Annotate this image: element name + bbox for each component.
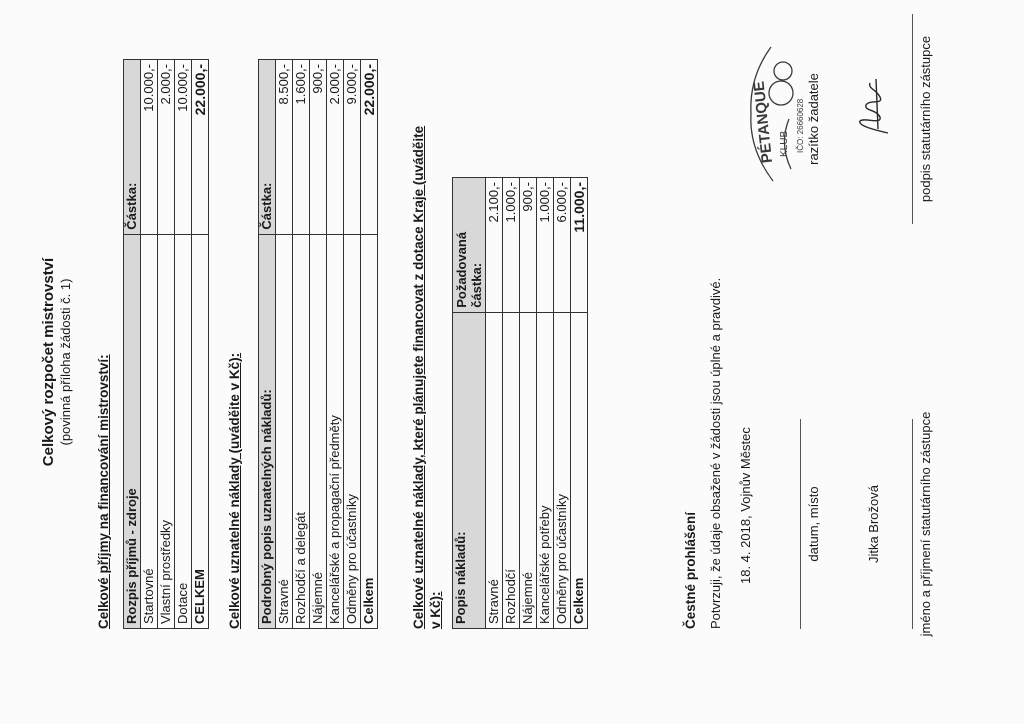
row-amount: 900,- [310,60,327,235]
row-amount: 1.600,- [293,60,310,235]
table-row [503,178,520,629]
row-amount: 1.000,- [503,178,520,313]
table-row [554,178,571,629]
row-amount: 2.000,- [327,60,344,235]
table-row [141,60,158,629]
total-amount: 22.000,- [361,60,378,235]
row-label: Vlastní prostředky [158,234,175,628]
income-table [123,59,209,629]
grant-heading-line1: Celkové uznatelné náklady, které plánujete financovat z dotace Kraje (uváděite [411,125,426,629]
table-row [344,60,361,629]
row-label: Stravné [276,234,293,628]
signature-graphic [850,69,898,139]
row-amount: 10.000,- [141,60,158,235]
table-row [310,60,327,629]
row-label: Odměny pro účastníky [554,312,571,628]
stamp [745,39,812,189]
date-place-caption: datum, místo [806,486,821,562]
row-label: Rozhodčí [503,312,520,628]
income-total-row [192,60,209,629]
row-label: Kancelářské potřeby [537,312,554,628]
costs-col-desc: Podrobný popis uznatelných nákladů: [259,234,276,628]
page-subtitle: (povinná příloha žádosti č. 1) [58,278,73,446]
stamp-caption: razítko žadatele [806,73,821,165]
grant-table [452,177,588,629]
row-label: Nájemné [520,312,537,628]
grant-heading [410,126,444,629]
table-row [175,60,192,629]
grant-col-desc: Popis nákladů: [453,312,486,628]
table-row [276,60,293,629]
total-label: Celkem [571,312,588,628]
income-col-desc: Rozpis příjmů - zdroje [124,234,141,628]
table-row [327,60,344,629]
table-row [520,178,537,629]
row-amount: 2.000,- [158,60,175,235]
row-label: Odměny pro účastníky [344,234,361,628]
row-amount: 6.000,- [554,178,571,313]
total-label: CELKEM [192,234,209,628]
declaration-title: Čestné prohlášení [683,511,698,629]
table-row [486,178,503,629]
costs-total-row [361,60,378,629]
total-label: Celkem [361,234,378,628]
grant-col-amount-line1: Požadovaná [454,231,469,308]
stamp-graphic [745,39,807,189]
costs-heading: Celkové uznatelné náklady (uváděite v Kč): [227,352,242,629]
grant-table-header [453,178,486,629]
table-row [158,60,175,629]
declaration-text: Potvrzuji, že údaje obsažené v žádosti jsou úplné a pravdivé. [708,277,723,629]
name-caption: jméno a příjmení statutárního zástupce [918,411,933,637]
signature-caption: podpis statutárního zástupce [918,35,933,203]
total-amount: 22.000,- [192,60,209,235]
row-label: Stravné [486,312,503,628]
row-label: Startovné [141,234,158,628]
stamp-ico: IČO: 26660628 [796,98,805,153]
signature [850,69,903,139]
grant-col-amount-line2: částka: [469,262,484,308]
stamp-text-top: PÉTANQUE [750,80,777,164]
stamp-text-middle: KLUB [779,130,790,157]
grant-total-row [571,178,588,629]
table-row [537,178,554,629]
grant-col-amount [453,178,486,313]
total-amount: 11.000,- [571,178,588,313]
grant-heading-line2: v Kč): [428,591,443,629]
costs-table [258,59,378,629]
date-place-value: 18. 4. 2018, Vojnův Městec [738,427,753,584]
representative-name: Jitka Brožová [866,484,881,564]
row-amount: 8.500,- [276,60,293,235]
income-col-amount: Částka: [124,60,141,235]
income-heading: Celkové příjmy na financování mistrovství: [96,354,111,629]
income-table-header [124,60,141,629]
costs-table-header [259,60,276,629]
date-line [800,419,801,629]
row-amount: 1.000,- [537,178,554,313]
row-label: Rozhodčí a delegát [293,234,310,628]
costs-col-amount: Částka: [259,60,276,235]
row-amount: 2.100,- [486,178,503,313]
row-label: Kancelářské a propagační předměty [327,234,344,628]
signature-line [912,14,913,224]
table-row [293,60,310,629]
row-amount: 900,- [520,178,537,313]
row-amount: 10.000,- [175,60,192,235]
row-amount: 9.000,- [344,60,361,235]
name-line [912,419,913,629]
row-label: Nájemné [310,234,327,628]
page-title: Celkový rozpočet mistrovství [40,257,57,467]
row-label: Dotace [175,234,192,628]
